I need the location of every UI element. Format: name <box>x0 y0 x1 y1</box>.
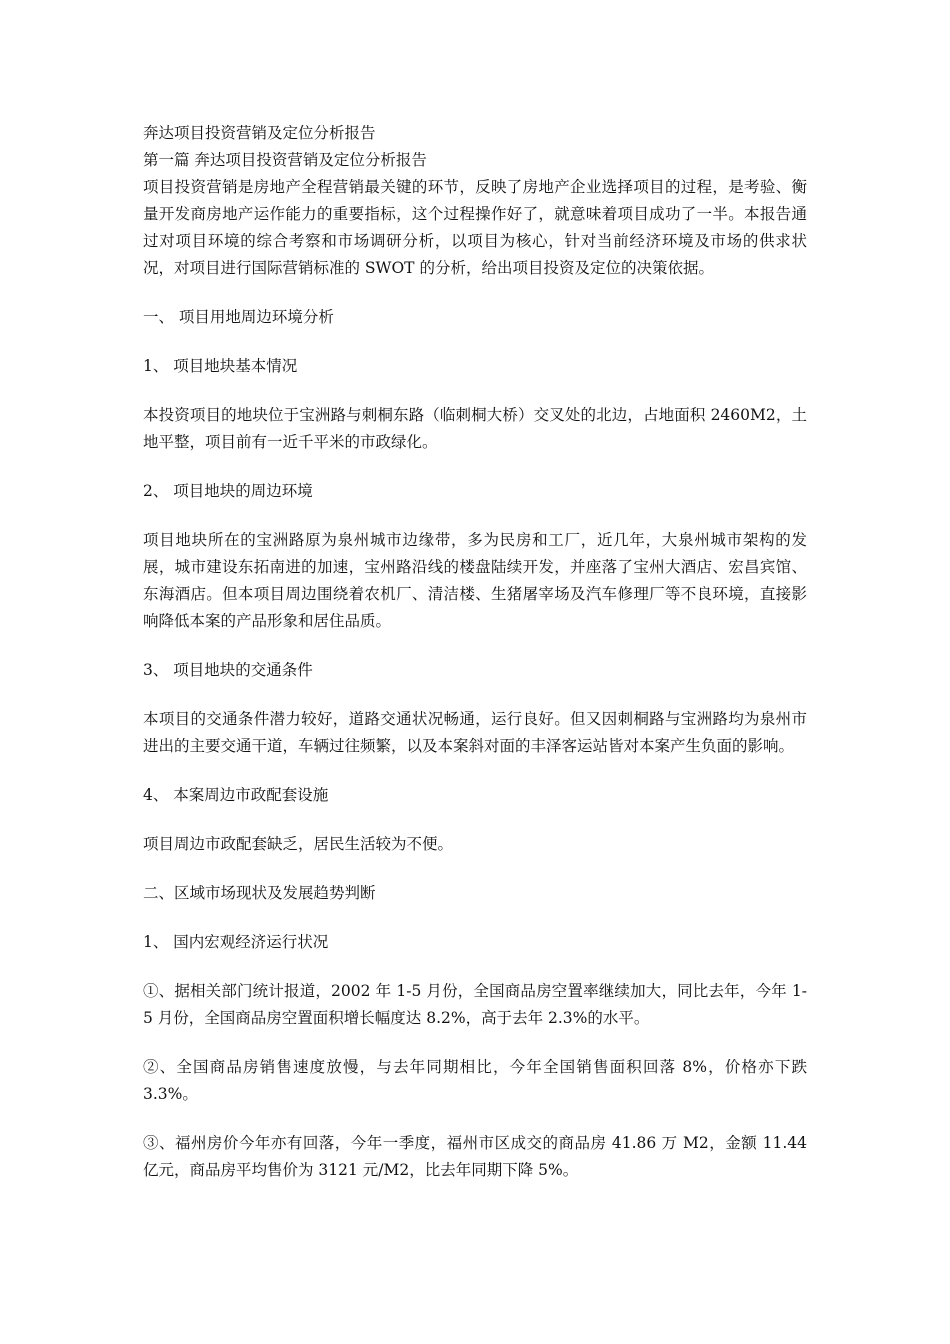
document-subtitle: 第一篇 奔达项目投资营销及定位分析报告 <box>143 151 427 169</box>
document-page <box>143 120 807 1184</box>
section-2-point-1: ①、据相关部门统计报道，2002 年 1-5 月份，全国商品房空置率继续加大，同比去年，今年 1-5 月份，全国商品房空置面积增长幅度达 8.2%，高于去年 2.3%的水平。 <box>143 982 807 1027</box>
section-2-point-3: ③、福州房价今年亦有回落，今年一季度，福州市区成交的商品房 41.86 万 M2，金额 11.44 亿元，商品房平均售价为 3121 元/M2，比去年同期下降 5%。 <box>143 1134 807 1179</box>
section-1-item-1-body: 本投资项目的地块位于宝洲路与刺桐东路（临刺桐大桥）交叉处的北边，占地面积 2460M2，土地平整，项目前有一近千平米的市政绿化。 <box>143 406 807 451</box>
section-1-item-3-heading: 3、 项目地块的交通条件 <box>143 661 313 679</box>
section-2-point-2: ②、全国商品房销售速度放慢，与去年同期相比，今年全国销售面积回落 8%，价格亦下跌 3.3%。 <box>143 1058 807 1103</box>
section-1-heading: 一、 项目用地周边环境分析 <box>143 308 334 326</box>
section-1-item-4-body: 项目周边市政配套缺乏，居民生活较为不便。 <box>143 835 454 853</box>
section-1-item-2-heading: 2、 项目地块的周边环境 <box>143 482 313 500</box>
section-1-item-4-heading: 4、 本案周边市政配套设施 <box>143 786 329 804</box>
section-1-item-2-body: 项目地块所在的宝洲路原为泉州城市边缘带，多为民房和工厂，近几年，大泉州城市架构的发展，城市建设东拓南进的加速，宝州路沿线的楼盘陆续开发，并座落了宝州大酒店、宏昌宾馆、东海酒店。但本项目周边围绕着农机厂、清洁楼、生猪屠宰场及汽车修理厂等不良环境，直接影响降低本案的产品形象和居住品质。 <box>143 531 807 630</box>
section-2-heading: 二、区域市场现状及发展趋势判断 <box>143 884 376 902</box>
section-1-item-1-heading: 1、 项目地块基本情况 <box>143 357 298 375</box>
section-1-item-3-body: 本项目的交通条件潜力较好，道路交通状况畅通，运行良好。但又因刺桐路与宝洲路均为泉州市进出的主要交通干道，车辆过往频繁，以及本案斜对面的丰泽客运站皆对本案产生负面的影响。 <box>143 710 807 755</box>
document-title: 奔达项目投资营销及定位分析报告 <box>143 124 376 142</box>
section-2-item-1-heading: 1、 国内宏观经济运行状况 <box>143 933 329 951</box>
intro-paragraph: 项目投资营销是房地产全程营销最关键的环节，反映了房地产企业选择项目的过程，是考验、衡量开发商房地产运作能力的重要指标，这个过程操作好了，就意味着项目成功了一半。本报告通过对项目环境的综合考察和市场调研分析，以项目为核心，针对当前经济环境及市场的供求状况，对项目进行国际营销标准的 SWOT 的分析，给出项目投资及定位的决策依据。 <box>143 178 807 277</box>
